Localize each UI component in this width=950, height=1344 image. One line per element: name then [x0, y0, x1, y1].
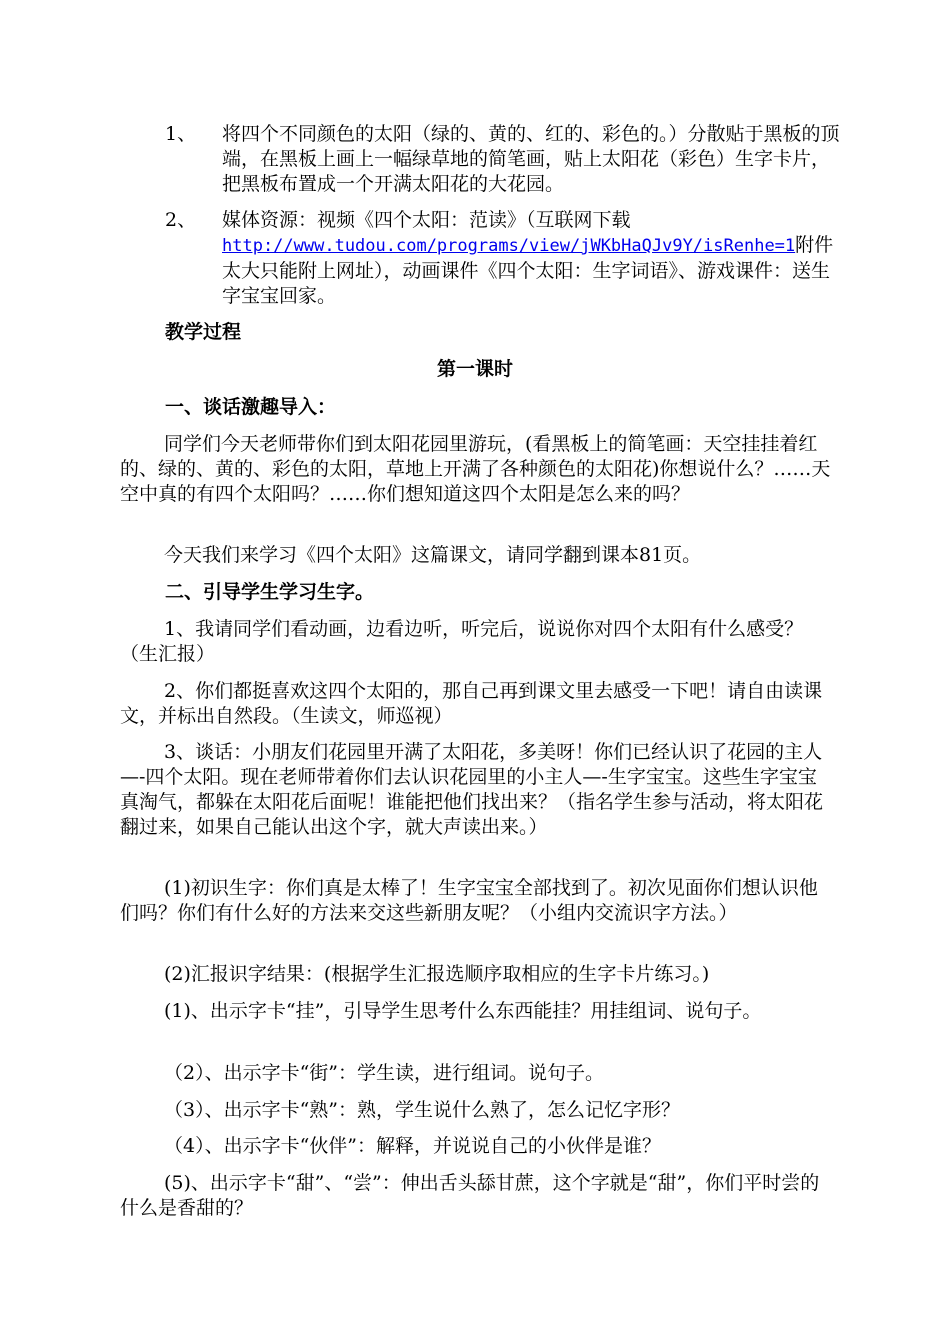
- paragraph: (1)、出示字卡“挂”，引导学生思考什么东西能挂？用挂组词、说句子。: [164, 1000, 762, 1022]
- part1-heading: 一、谈话激趣导入：: [165, 396, 337, 418]
- paragraph: （2）、出示字卡“街”：学生读，进行组词。说句子。: [164, 1062, 605, 1084]
- section-title: 教学过程: [165, 321, 242, 343]
- lesson-title: 第一课时: [436, 358, 513, 380]
- video-link[interactable]: http://www.tudou.com/programs/view/jWKbHaQJv9Y/isRenhe=1: [222, 236, 796, 256]
- item-text: [222, 208, 840, 309]
- paragraph: (5)、出示字卡“甜”、“尝”：伸出舌头舔甘蔗，这个字就是“甜”，你们平时尝的什么是香甜的？: [120, 1172, 820, 1219]
- item-text-after: 附件太大只能附上网址），动画课件《四个太阳：生字词语》、游戏课件：送生字宝宝回家。: [222, 234, 834, 307]
- paragraph: 3、谈话：小朋友们花园里开满了太阳花，多美呀！你们已经认识了花园的主人—-四个太阳。现在老师带着你们去认识花园里的小主人—-生字宝宝。这些生字宝宝真淘气，都躲在太阳花后面呢！谁能把他们找出来？（指名学生参与活动，将太阳花翻过来，如果自己能认出这个字，就大声读出来。）: [120, 741, 824, 838]
- paragraph: (2)汇报识字结果：(根据学生汇报选顺序取相应的生字卡片练习。): [164, 963, 710, 985]
- paragraph: （3）、出示字卡“熟”：熟，学生说什么熟了，怎么记忆字形？: [164, 1099, 681, 1121]
- paragraph: 今天我们来学习《四个太阳》这篇课文，请同学翻到课本81页。: [164, 544, 702, 566]
- paragraph: 同学们今天老师带你们到太阳花园里游玩，(看黑板上的简笔画：天空挂挂着红的、绿的、黄的、彩色的太阳，草地上开满了各种颜色的太阳花)你想说什么？……天空中真的有四个太阳吗？……你们想知道这四个太阳是怎么来的吗？: [120, 433, 831, 505]
- item-text-before: 媒体资源：视频《四个太阳：范读》（互联网下载: [222, 209, 631, 231]
- material-item-1: [165, 122, 840, 197]
- paragraph: 1、我请同学们看动画，边看边听，听完后，说说你对四个太阳有什么感受？（生汇报）: [120, 618, 804, 665]
- material-item-2: [165, 208, 840, 309]
- item-text: 将四个不同颜色的太阳（绿的、黄的、红的、彩色的。）分散贴于黑板的顶端，在黑板上画上一幅绿草地的简笔画，贴上太阳花（彩色）生字卡片，把黑板布置成一个开满太阳花的大花园。: [222, 123, 840, 195]
- paragraph: （4）、出示字卡“伙伴”：解释，并说说自己的小伙伴是谁？: [164, 1135, 662, 1157]
- paragraph: 2、你们都挺喜欢这四个太阳的，那自己再到课文里去感受一下吧！请自由读课文，并标出自然段。（生读文，师巡视）: [120, 680, 823, 727]
- item-number: 2、: [165, 209, 197, 231]
- item-number: 1、: [165, 123, 197, 145]
- paragraph: (1)初识生字：你们真是太棒了！生字宝宝全部找到了。初次见面你们想认识他们吗？你们有什么好的方法来交这些新朋友呢？（小组内交流识字方法。）: [120, 877, 818, 924]
- part2-heading: 二、引导学生学习生字。: [165, 581, 375, 603]
